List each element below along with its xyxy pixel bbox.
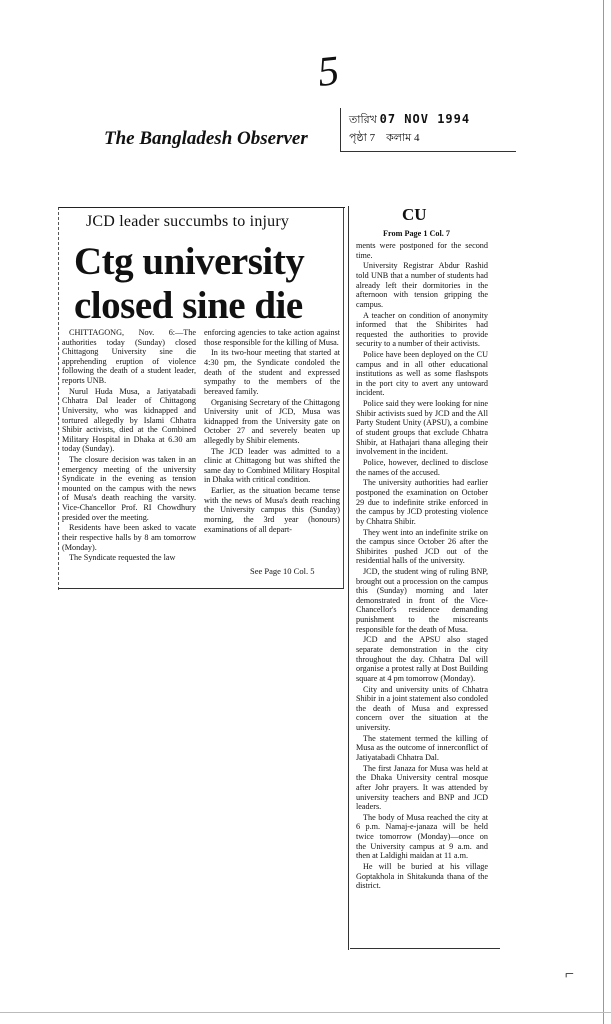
- continuation-bottom-rule: [350, 948, 500, 949]
- column-divider: [348, 206, 349, 950]
- see-page-reference: See Page 10 Col. 5: [250, 566, 315, 576]
- stamp-column-value: 4: [414, 132, 420, 144]
- stamp-date-label: তারিখ: [349, 114, 377, 126]
- continuation-paragraph: They went into an indefinite strike on the campus since October 26 after the Shibirites pushed JCD out of the residential halls of the university.: [356, 527, 488, 566]
- stamp-date-value: 07 NOV 1994: [379, 112, 471, 126]
- continuation-column: [356, 241, 488, 892]
- article-kicker: JCD leader succumbs to injury: [86, 213, 290, 230]
- article-column-a: [62, 328, 196, 564]
- stamp-column-label: কলাম: [386, 132, 412, 144]
- continuation-heading: CU: [402, 205, 427, 224]
- column-b-paragraph: In its two-hour meeting that started at 4:30 pm, the Syndicate condoled the death of the student and expressed sympathy to the members of the bereaved family.: [204, 348, 340, 396]
- continuation-paragraph: JCD and the APSU also staged separate demonstration in the city throughout the day. Chhatra Dal will organise a protest rally at Dost Building square at 4 pm tomorrow (Monday).: [356, 635, 488, 683]
- column-b-paragraph: enforcing agencies to take action against those responsible for the killing of Musa.: [204, 328, 340, 347]
- continuation-paragraph: City and university units of Chhatra Shibir in a joint statement also condoled the death of Musa and expressed concern over the situation at the university.: [356, 684, 488, 732]
- article-headline: [74, 240, 344, 328]
- column-a-paragraph: The Syndicate requested the law: [69, 553, 176, 563]
- continuation-paragraph: The university authorities had earlier postponed the examination on October 29 due to indefinite strike enforced in the campus by JCD protesting violence by Chhatra Shibir.: [356, 478, 488, 526]
- continuation-paragraph: Police said they were looking for nine Shibir activists sued by JCD and the All Party Student Unity (APSU), a combine of student groups that exclude Chhatra Shibir, at Hathajari thana alleging their involvement in the incident.: [356, 399, 488, 457]
- scan-bottom-line: [0, 1012, 611, 1013]
- column-b-paragraph: Earlier, as the situation became tense with the news of Musa's death reaching the University campus this (Sunday) morning, the 3rd year (honours) examinations of all depart-: [204, 486, 340, 534]
- continuation-paragraph: The first Janaza for Musa was held at the Dhaka University central mosque after Johr prayers. It was attended by university teachers and BNP and JCD leaders.: [356, 763, 488, 812]
- continuation-paragraph: Police, however, declined to disclose the names of the accused.: [356, 458, 488, 477]
- newspaper-name: The Bangladesh Observer: [104, 128, 308, 149]
- from-page-reference: From Page 1 Col. 7: [383, 229, 450, 238]
- pen-mark-icon: ⌐: [564, 966, 575, 983]
- column-a-paragraph: Nurul Huda Musa, a Jatiyatabadi Chhatra Dal leader of Chittagong University, who was kidnapped and tortured allegedly by Islami Chhatra Shibir activists, died at the Combined Military Hospital in Dhaka at 6.30 am today (Sunday).: [62, 386, 196, 454]
- continuation-paragraph: He will be buried at his village Goptakhola in Shitakunda thana of the district.: [356, 862, 488, 891]
- column-a-paragraph: The closure decision was taken in an emergency meeting of the university Syndicate in the evening as tension mounted on the campus with the news of Musa's death reaching the varsity. Vice-Chancellor Prof. RI Chowdhury presided over the meeting.: [62, 455, 196, 522]
- clipping-bottom-rule: [58, 588, 344, 589]
- continuation-paragraph: JCD, the student wing of ruling BNP, brought out a procession on the campus this (Sunday) morning and later demonstrated in front of the Vice-Chancellor's residence demanding punishment to the miscreants responsible for the death of Musa.: [356, 567, 488, 634]
- continuation-paragraph: University Registrar Abdur Rashid told UNB that a number of students had already left their dormitories in the afternoon with tension gripping the campus.: [356, 261, 488, 309]
- continuation-paragraph: ments were postponed for the second time.: [356, 241, 488, 260]
- headline-line-1: Ctg university: [74, 240, 305, 283]
- article-column-b: [204, 328, 340, 535]
- handwritten-number: 5: [315, 48, 342, 96]
- headline-line-2: closed sine die: [74, 284, 303, 327]
- stamp-date-row: [349, 110, 516, 129]
- continuation-paragraph: The body of Musa reached the city at 6 p.m. Namaj-e-janaza will be held twice tomorrow (Monday)—once on the University campus at 9 a.m. and then at Laldighi maidan at 11 a.m.: [356, 812, 488, 861]
- archive-stamp: [340, 108, 516, 152]
- column-a-paragraph: Residents have been asked to vacate their respective halls by 8 am tomorrow (Monday).: [62, 523, 196, 552]
- scan-edge-line: [603, 0, 604, 1024]
- continuation-paragraph: Police have been deployed on the CU campus and in all other educational institutions as well as some flashspots in the port city to avert any untoward incident.: [356, 350, 488, 398]
- continuation-paragraph: A teacher on condition of anonymity informed that the Shibirites had requested the authorities to provide security to a number of their activists.: [356, 310, 488, 349]
- column-b-paragraph: Organising Secretary of the Chittagong University unit of JCD, Musa was kidnapped from the University gate on October 27 and severely beaten up allegedly by Shibir elements.: [204, 397, 340, 445]
- stamp-page-value: 7: [369, 132, 376, 144]
- stamp-page-label: পৃষ্ঠা: [349, 132, 367, 144]
- stamp-page-row: [349, 129, 516, 147]
- column-a-paragraph: CHITTAGONG, Nov. 6:—The authorities today (Sunday) closed Chittagong University sine die apprehending eruption of violence following the death of a student leader, reports UNB.: [62, 328, 196, 385]
- column-b-paragraph: The JCD leader was admitted to a clinic at Chittagong but was shifted the same day to Combined Military Hospital in Dhaka with critical condition.: [204, 446, 340, 485]
- continuation-paragraph: The statement termed the killing of Musa as the outcome of innerconflict of Jatiyatabadi Chhatra Dal.: [356, 733, 488, 762]
